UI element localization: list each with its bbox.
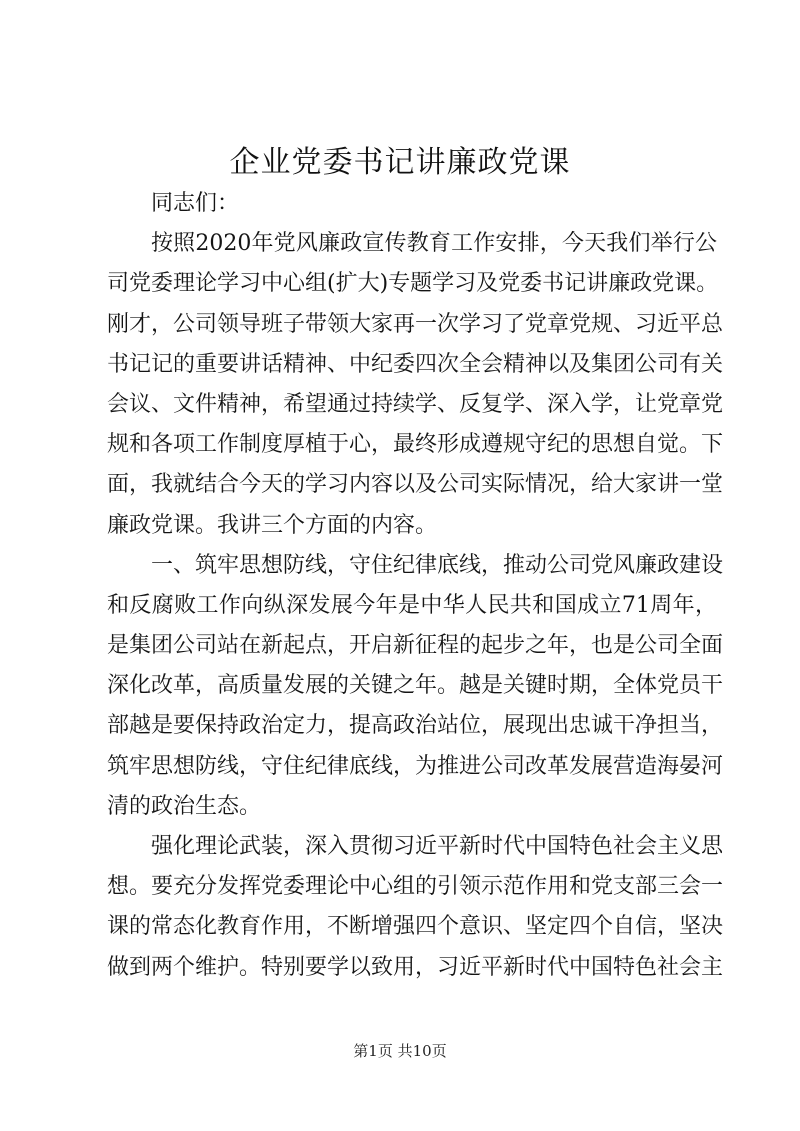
paragraph-2-line: 清的政治生态。 <box>107 793 262 819</box>
paragraph-3-line: 想。要充分发挥党委理论中心组的引领示范作用和党支部三会一 <box>107 874 724 900</box>
page-number-footer: 第1页 共10页 <box>353 1042 447 1060</box>
paragraph-1-line: 书记记的重要讲话精神、中纪委四次全会精神以及集团公司有关 <box>107 351 724 377</box>
paragraph-1-line: 会议、文件精神，希望通过持续学、反复学、深入学，让党章党 <box>107 391 724 417</box>
document-title: 企业党委书记讲廉政党课 <box>229 145 571 180</box>
paragraph-1-line: 司党委理论学习中心组(扩大)专题学习及党委书记讲廉政党课。 <box>107 271 719 297</box>
salutation-line: 同志们： <box>151 191 240 216</box>
paragraph-2-line: 一、筑牢思想防线，守住纪律底线，推动公司党风廉政建设 <box>151 552 724 578</box>
paragraph-2-line: 和反腐败工作向纵深发展今年是中华人民共和国成立71周年， <box>107 592 717 618</box>
paragraph-1-line: 按照2020年党风廉政宣传教育工作安排，今天我们举行公 <box>151 231 717 257</box>
paragraph-1-line: 刚才，公司领导班子带领大家再一次学习了党章党规、习近平总 <box>107 311 724 337</box>
paragraph-1-line: 廉政党课。我讲三个方面的内容。 <box>107 512 438 538</box>
paragraph-2-line: 筑牢思想防线，守住纪律底线，为推进公司改革发展营造海晏河 <box>107 753 724 779</box>
paragraph-3-line: 强化理论武装，深入贯彻习近平新时代中国特色社会主义思 <box>151 834 724 859</box>
paragraph-1-line: 面，我就结合今天的学习内容以及公司实际情况，给大家讲一堂 <box>107 472 724 498</box>
paragraph-2-line: 是集团公司站在新起点，开启新征程的起步之年，也是公司全面 <box>107 633 724 659</box>
paragraph-2-line: 部越是要保持政治定力，提高政治站位，展现出忠诚干净担当， <box>107 713 724 739</box>
paragraph-1-line: 规和各项工作制度厚植于心，最终形成遵规守纪的思想自觉。下 <box>107 432 724 458</box>
paragraph-2-line: 深化改革，高质量发展的关键之年。越是关键时期，全体党员干 <box>107 673 724 699</box>
paragraph-3-line: 做到两个维护。特别要学以致用，习近平新时代中国特色社会主 <box>107 954 724 980</box>
paragraph-3-line: 课的常态化教育作用，不断增强四个意识、坚定四个自信，坚决 <box>107 914 724 940</box>
document-body <box>107 184 724 988</box>
